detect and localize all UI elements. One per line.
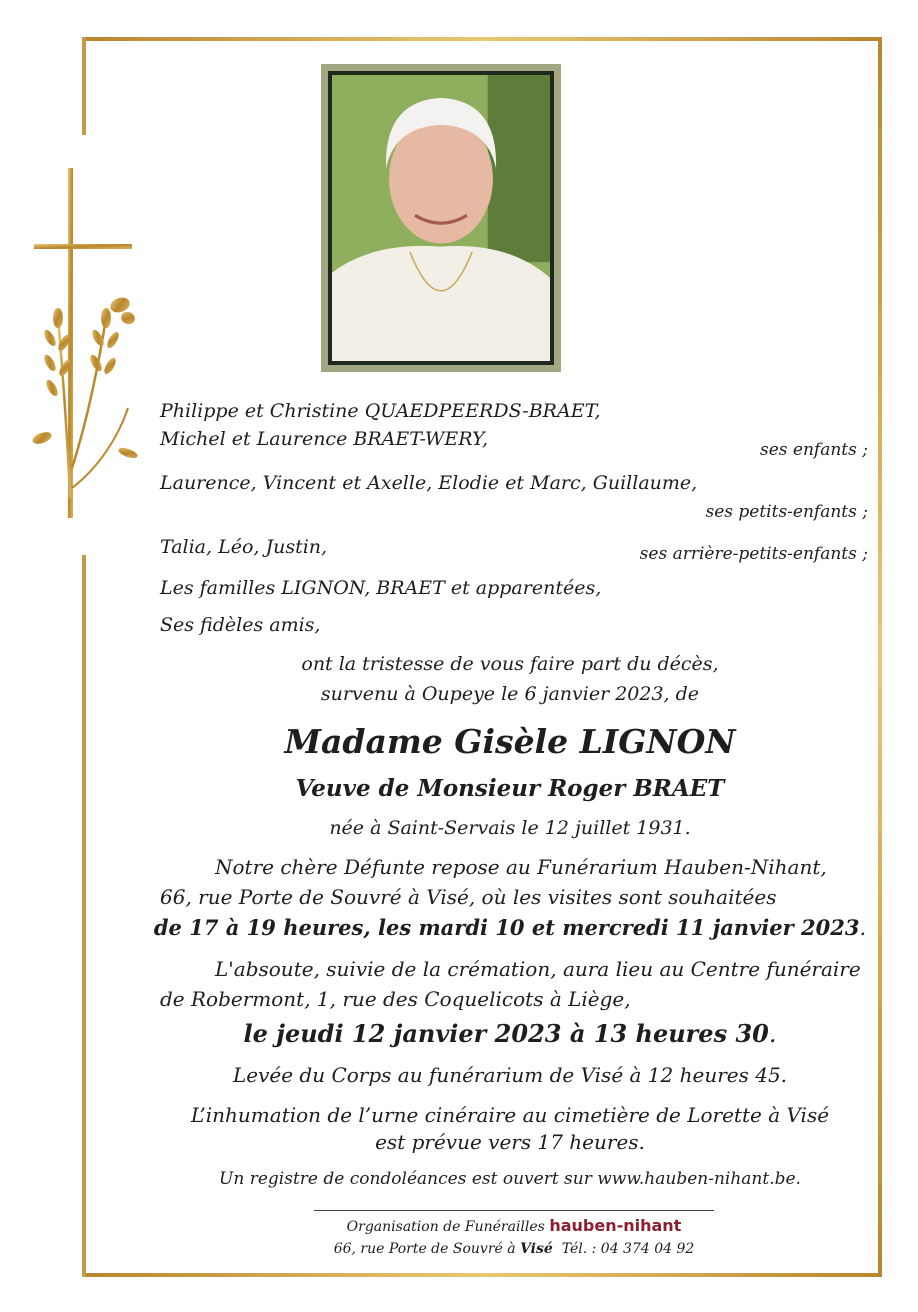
children-line-1: Philippe et Christine QUAEDPEERDS-BRAET, [160, 400, 601, 422]
footer-city: Visé [520, 1241, 553, 1257]
visitation-hours-text: de 17 à 19 heures, les mardi 10 et mercredi 11 janvier 2023 [153, 915, 860, 940]
ceremony-date-period: . [768, 1020, 777, 1048]
families-line: Les familles LIGNON, BRAET et apparentées, [160, 577, 602, 599]
frame-top-border [82, 37, 882, 41]
ceremony-date-text: le jeudi 12 janvier 2023 à 13 heures 30 [243, 1019, 769, 1048]
visitation-hours [150, 915, 870, 941]
portrait-photo [332, 75, 550, 361]
frame-bottom-border [82, 1273, 882, 1277]
deceased-birth: née à Saint-Servais le 12 juillet 1931. [329, 817, 691, 839]
announcement-line-2: survenu à Oupeye le 6 janvier 2023, de [320, 683, 700, 705]
levee-du-corps: Levée du Corps au funérarium de Visé à 12 heures 45. [232, 1063, 788, 1087]
grandchildren-names: Laurence, Vincent et Axelle, Elodie et Marc, Guillaume, [160, 472, 698, 494]
great-grandchildren-role: ses arrière-petits-enfants ; [639, 544, 868, 564]
deceased-name: Madame Gisèle LIGNON [284, 722, 736, 761]
ceremony-line-2: de Robermont, 1, rue des Coquelicots à Liège, [160, 987, 631, 1011]
burial-line-2: est prévue vers 17 heures. [375, 1130, 645, 1154]
visitation-hours-period: . [859, 916, 867, 940]
burial-line-1: L’inhumation de l’urne cinéraire au cimetière de Lorette à Visé [190, 1103, 830, 1127]
footer-divider [314, 1210, 714, 1211]
grandchildren-role: ses petits-enfants ; [705, 502, 868, 522]
footer-address-prefix: 66, rue Porte de Souvré à [333, 1241, 516, 1257]
footer-phone: Tél. : 04 374 04 92 [561, 1241, 695, 1257]
visitation-line-2: 66, rue Porte de Souvré à Visé, où les visites sont souhaitées [160, 885, 777, 909]
footer-address [314, 1241, 714, 1257]
condolence-register: Un registre de condoléances est ouvert sur www.hauben-nihant.be. [219, 1169, 801, 1189]
visitation-line-1: Notre chère Défunte repose au Funérarium Hauben-Nihant, [215, 855, 827, 879]
ceremony-line-1: L'absoute, suivie de la crémation, aura lieu au Centre funéraire [215, 957, 861, 981]
brand-logo: hauben-nihant [549, 1216, 682, 1235]
frame-left-border-lower [82, 555, 86, 1277]
footer-org-label: Organisation de Funérailles [346, 1219, 545, 1235]
cross-wheat-butterfly-icon [28, 168, 148, 528]
portrait-frame [321, 64, 561, 372]
children-line-2: Michel et Laurence BRAET-WERY, [160, 428, 489, 450]
children-role: ses enfants ; [760, 440, 868, 460]
deceased-spouse: Veuve de Monsieur Roger BRAET [295, 775, 725, 802]
announcement-line-1: ont la tristesse de vous faire part du décès, [301, 653, 719, 675]
ceremony-date [150, 1020, 870, 1049]
footer-organisation [314, 1216, 714, 1235]
great-grandchildren-names: Talia, Léo, Justin, [160, 536, 328, 558]
frame-right-border [878, 37, 882, 1277]
frame-left-border-upper [82, 37, 86, 135]
friends-line: Ses fidèles amis, [160, 614, 321, 636]
